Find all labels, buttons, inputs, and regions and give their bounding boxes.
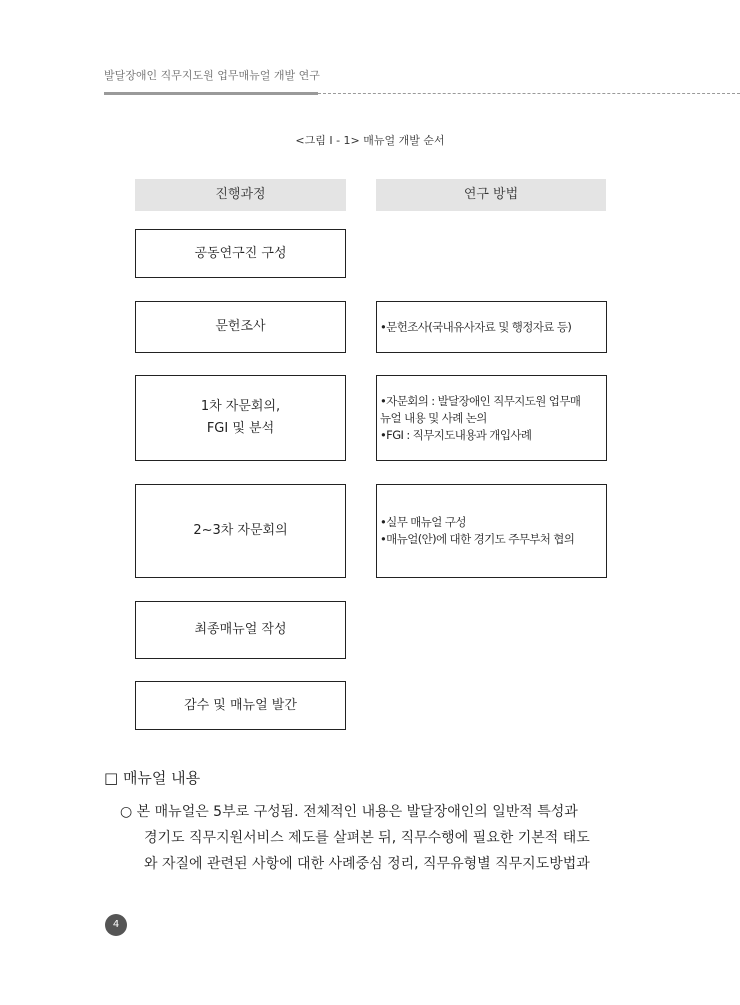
step-label: 최종매뉴얼 작성 <box>194 622 287 637</box>
header-rule <box>104 92 318 95</box>
column-header-method: 연구 방법 <box>376 179 606 211</box>
running-header-title: 발달장애인 직무지도원 업무매뉴얼 개발 연구 <box>104 69 320 82</box>
method-text: •문헌조사(국내유사자료 및 행정자료 등) <box>380 319 572 334</box>
step-box-literature <box>135 301 346 353</box>
body-line: 와 자질에 관련된 사항에 대한 사례중심 정리, 직무유형별 직무지도방법과 <box>144 856 590 872</box>
method-box-second-meeting <box>376 484 607 578</box>
section-title: □ 매뉴얼 내용 <box>104 769 201 787</box>
header-rule-dashed <box>318 93 740 94</box>
step-box-publication <box>135 681 346 730</box>
step-label: 1차 자문회의, FGI 및 분석 <box>200 399 281 436</box>
method-text: •실무 매뉴얼 구성 •매뉴얼(안)에 대한 경기도 주무부처 협의 <box>380 515 575 546</box>
step-label: 2~3차 자문회의 <box>193 523 288 538</box>
column-header-process: 진행과정 <box>135 179 346 211</box>
step-label: 공동연구진 구성 <box>194 245 287 261</box>
figure-caption: <그림 Ⅰ - 1> 매뉴얼 개발 순서 <box>295 134 445 147</box>
method-text: •자문회의 : 발달장애인 직무지도원 업무매 뉴얼 내용 및 사례 논의 •FGI : 직무지도내용과 개입사례 <box>380 393 581 442</box>
step-box-final-manual <box>135 601 346 659</box>
method-box-first-meeting <box>376 375 607 461</box>
step-box-team <box>135 229 346 278</box>
step-label: 감수 및 매뉴얼 발간 <box>184 697 297 713</box>
page-number-badge: 4 <box>105 914 127 936</box>
body-line: 경기도 직무지원서비스 제도를 살펴본 뒤, 직무수행에 필요한 기본적 태도 <box>144 830 590 846</box>
step-box-first-meeting <box>135 375 346 461</box>
step-label: 문헌조사 <box>215 319 266 334</box>
step-box-second-meeting <box>135 484 346 578</box>
section-body <box>120 799 640 877</box>
body-line: ○ 본 매뉴얼은 5부로 구성됨. 전체적인 내용은 발달장애인의 일반적 특성과 <box>120 804 578 820</box>
method-box-literature <box>376 301 607 353</box>
